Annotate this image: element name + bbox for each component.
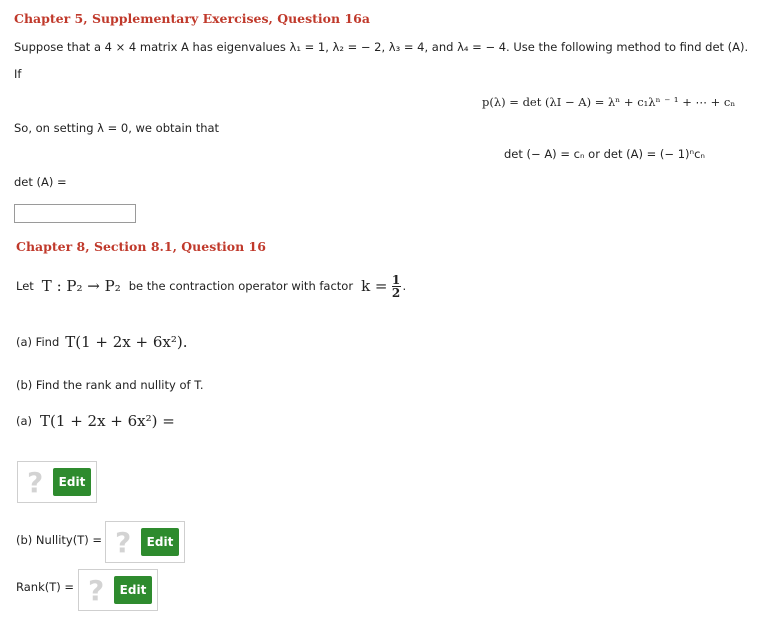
q2-heading: Chapter 8, Section 8.1, Question 16 xyxy=(16,239,266,254)
answer-a-expression: T(1 + 2x + 6x²) = xyxy=(40,412,175,430)
nullity-answer-box xyxy=(105,521,185,563)
q1-intro: Suppose that a 4 × 4 matrix A has eigenvalues λ₁ = 1, λ₂ = − 2, λ₃ = 4, and λ₄ = − 4. Use the following method to find det (A). xyxy=(14,40,749,54)
question-mark-icon: ? xyxy=(88,574,105,607)
q1-formula-characteristic-polynomial: p(λ) = det (λI − A) = λⁿ + c₁λⁿ ⁻ ¹ + ⋯ + cₙ xyxy=(482,95,736,109)
nullity-edit-button[interactable]: Edit xyxy=(141,528,179,556)
part-a-expression: T(1 + 2x + 6x²). xyxy=(65,333,188,351)
det-answer-input[interactable] xyxy=(14,204,136,223)
factor-numerator: 1 xyxy=(391,272,401,287)
rank-answer-box xyxy=(78,569,158,611)
operator-expression: T : P₂ → P₂ xyxy=(41,277,121,295)
let-text: Let xyxy=(16,279,34,293)
part-a-text: (a) Find xyxy=(16,335,60,349)
q1-if-label: If xyxy=(14,67,22,81)
question-mark-icon: ? xyxy=(115,526,132,559)
question-mark-icon: ? xyxy=(27,466,44,499)
rank-edit-button[interactable]: Edit xyxy=(114,576,152,604)
factor-fraction xyxy=(392,274,401,299)
factor-expression: k = xyxy=(361,277,388,295)
q2-statement: Let T : P₂ → P₂ be the contraction operator with factor k = 1 2 . xyxy=(16,272,407,300)
q1-setting-text: So, on setting λ = 0, we obtain that xyxy=(14,121,220,135)
operator-description: be the contraction operator with factor xyxy=(128,279,354,293)
answer-a-box xyxy=(17,461,97,503)
q1-formula-determinant: det (− A) = cₙ or det (A) = (− 1)ⁿcₙ xyxy=(504,147,705,161)
answer-a-edit-button[interactable]: Edit xyxy=(53,468,91,496)
part-b-question: (b) Find the rank and nullity of T. xyxy=(16,378,204,392)
nullity-label: (b) Nullity(T) = xyxy=(16,533,103,547)
q1-answer-label: det (A) = xyxy=(14,175,67,189)
answer-a-row xyxy=(16,408,175,434)
factor-denominator: 2 xyxy=(391,285,401,300)
answer-a-label: (a) xyxy=(16,414,33,428)
rank-label: Rank(T) = xyxy=(16,580,75,594)
part-a-question xyxy=(16,329,188,355)
q1-heading: Chapter 5, Supplementary Exercises, Question 16a xyxy=(14,11,370,26)
